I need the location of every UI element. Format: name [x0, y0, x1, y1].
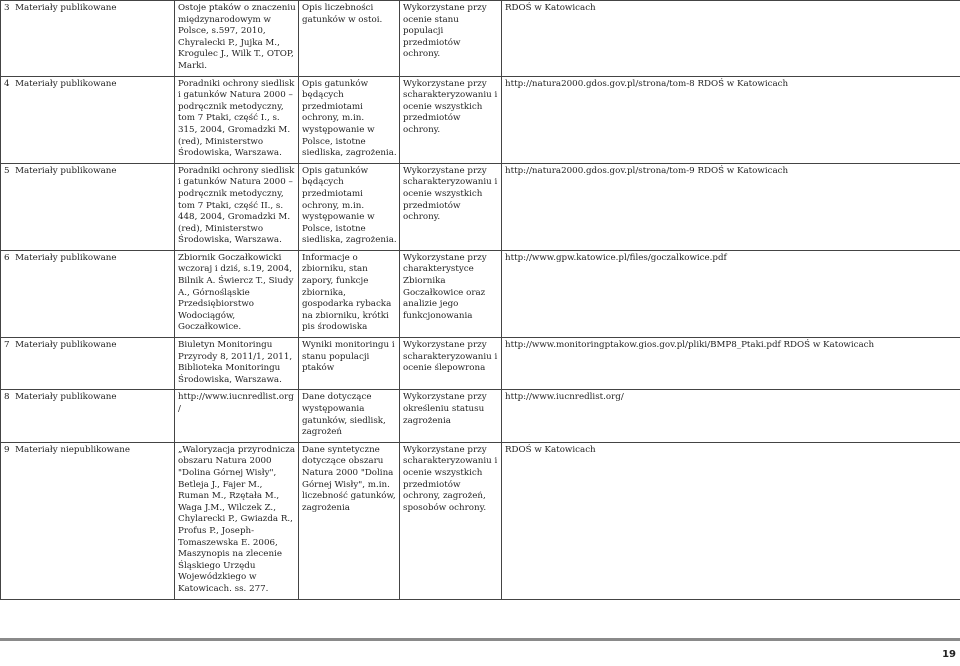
usage-cell: Wykorzystane przy scharakteryzowaniu i ocenie ślepowrona [400, 338, 502, 390]
row-number: 3 [4, 3, 10, 13]
table-row [1, 250, 960, 337]
row-number-type-cell [1, 163, 175, 250]
content-cell: Dane dotyczące występowania gatunków, siedlisk, zagrożeń [299, 390, 400, 442]
location-cell[interactable]: http://www.iucnredlist.org/ [502, 390, 960, 442]
location-cell: RDOŚ w Katowicach [502, 1, 960, 77]
row-number: 6 [4, 252, 10, 263]
source-cell: Poradniki ochrony siedlisk i gatunków Natura 2000 – podręcznik metodyczny, tom 7 Ptaki, część I., s. 315, 2004, Gromadzki M. (red), Ministerstwo Środowiska, Warszawa. [175, 76, 299, 163]
row-number: 9 [4, 444, 10, 455]
source-cell: „Waloryzacja przyrodnicza obszaru Natura 2000 "Dolina Górnej Wisły", Betleja J., Fajer M., Ruman M., Rzętała M., Waga J.M., Wilczek Z., Chylarecki P., Gwiazda R., Profus P., Joseph-Tomaszewska E. 2006, Maszynopis na zlecenie Śląskiego Urzędu Wojewódzkiego w Katowicach. ss. 277. [175, 442, 299, 599]
content-cell: Informacje o zbiorniku, stan zapory, funkcje zbiornika, gospodarka rybacka na zbiorniku, krótki pis środowiska [299, 250, 400, 337]
row-number-type-cell [1, 442, 175, 599]
location-cell[interactable]: http://natura2000.gdos.gov.pl/strona/tom-8 RDOŚ w Katowicach [502, 76, 960, 163]
content-cell: Opis gatunków będących przedmiotami ochrony, m.in. występowanie w Polsce, istotne siedliska, zagrożenia. [299, 163, 400, 250]
table-row [1, 76, 960, 163]
location-cell[interactable]: http://natura2000.gdos.gov.pl/strona/tom-9 RDOŚ w Katowicach [502, 163, 960, 250]
usage-cell: Wykorzystane przy scharakteryzowaniu i ocenie wszystkich przedmiotów ochrony. [400, 76, 502, 163]
source-cell: Zbiornik Goczałkowicki wczoraj i dziś, s.19, 2004, Bilnik A. Świercz T., Siudy A., Górnośląskie Przedsiębiorstwo Wodociągów, Goczałkowice. [175, 250, 299, 337]
material-type: Materiały publikowane [15, 340, 117, 351]
material-type: Materiały publikowane [15, 165, 117, 176]
table-row [1, 163, 960, 250]
table-row [1, 1, 960, 77]
table-row [1, 390, 960, 442]
row-number: 7 [4, 340, 10, 351]
page-footer-rule [0, 638, 960, 641]
usage-cell: Wykorzystane przy scharakteryzowaniu i ocenie wszystkich przedmiotów ochrony. [400, 163, 502, 250]
usage-cell: Wykorzystane przy charakterystyce Zbiornika Goczałkowice oraz analizie jego funkcjonowania [400, 250, 502, 337]
source-cell[interactable]: http://www.iucnredlist.org/ [175, 390, 299, 442]
row-number: 4 [4, 78, 10, 89]
usage-cell: Wykorzystane przy określeniu statusu zagrożenia [400, 390, 502, 442]
content-cell: Opis liczebności gatunków w ostoi. [299, 1, 400, 77]
material-type: Materiały niepublikowane [15, 444, 131, 455]
material-type: Materiały publikowane [15, 392, 117, 403]
source-cell: Biuletyn Monitoringu Przyrody 8, 2011/1, 2011, Biblioteka Monitoringu Środowiska, Warszawa. [175, 338, 299, 390]
content-cell: Dane syntetyczne dotyczące obszaru Natura 2000 "Dolina Górnej Wisły", m.in. liczebność gatunków, zagrożenia [299, 442, 400, 599]
row-number-type-cell [1, 1, 175, 77]
page-number: 19 [942, 649, 956, 660]
row-number-type-cell [1, 338, 175, 390]
location-cell[interactable]: http://www.gpw.katowice.pl/files/goczalkowice.pdf [502, 250, 960, 337]
material-type: Materiały publikowane [15, 252, 117, 263]
location-cell: RDOŚ w Katowicach [502, 442, 960, 599]
table-row [1, 338, 960, 390]
source-cell: Poradniki ochrony siedlisk i gatunków Natura 2000 – podręcznik metodyczny, tom 7 Ptaki, część II., s. 448, 2004, Gromadzki M. (red), Ministerstwo Środowiska, Warszawa. [175, 163, 299, 250]
material-type: Materiały publikowane [15, 3, 117, 13]
content-cell: Wyniki monitoringu i stanu populacji ptaków [299, 338, 400, 390]
usage-cell: Wykorzystane przy ocenie stanu populacji przedmiotów ochrony. [400, 1, 502, 77]
row-number: 5 [4, 165, 10, 176]
content-cell: Opis gatunków będących przedmiotami ochrony, m.in. występowanie w Polsce, istotne siedliska, zagrożenia. [299, 76, 400, 163]
material-type: Materiały publikowane [15, 78, 117, 89]
row-number-type-cell [1, 76, 175, 163]
row-number: 8 [4, 392, 10, 403]
location-cell[interactable]: http://www.monitoringptakow.gios.gov.pl/pliki/BMP8_Ptaki.pdf RDOŚ w Katowicach [502, 338, 960, 390]
source-cell: Ostoje ptaków o znaczeniu międzynarodowym w Polsce, s.597, 2010, Chyralecki P., Jujka M., Krogulec J., Wilk T., OTOP, Marki. [175, 1, 299, 77]
usage-cell: Wykorzystane przy scharakteryzowaniu i ocenie wszystkich przedmiotów ochrony, zagrożeń, sposobów ochrony. [400, 442, 502, 599]
row-number-type-cell [1, 390, 175, 442]
table-row [1, 442, 960, 599]
row-number-type-cell [1, 250, 175, 337]
